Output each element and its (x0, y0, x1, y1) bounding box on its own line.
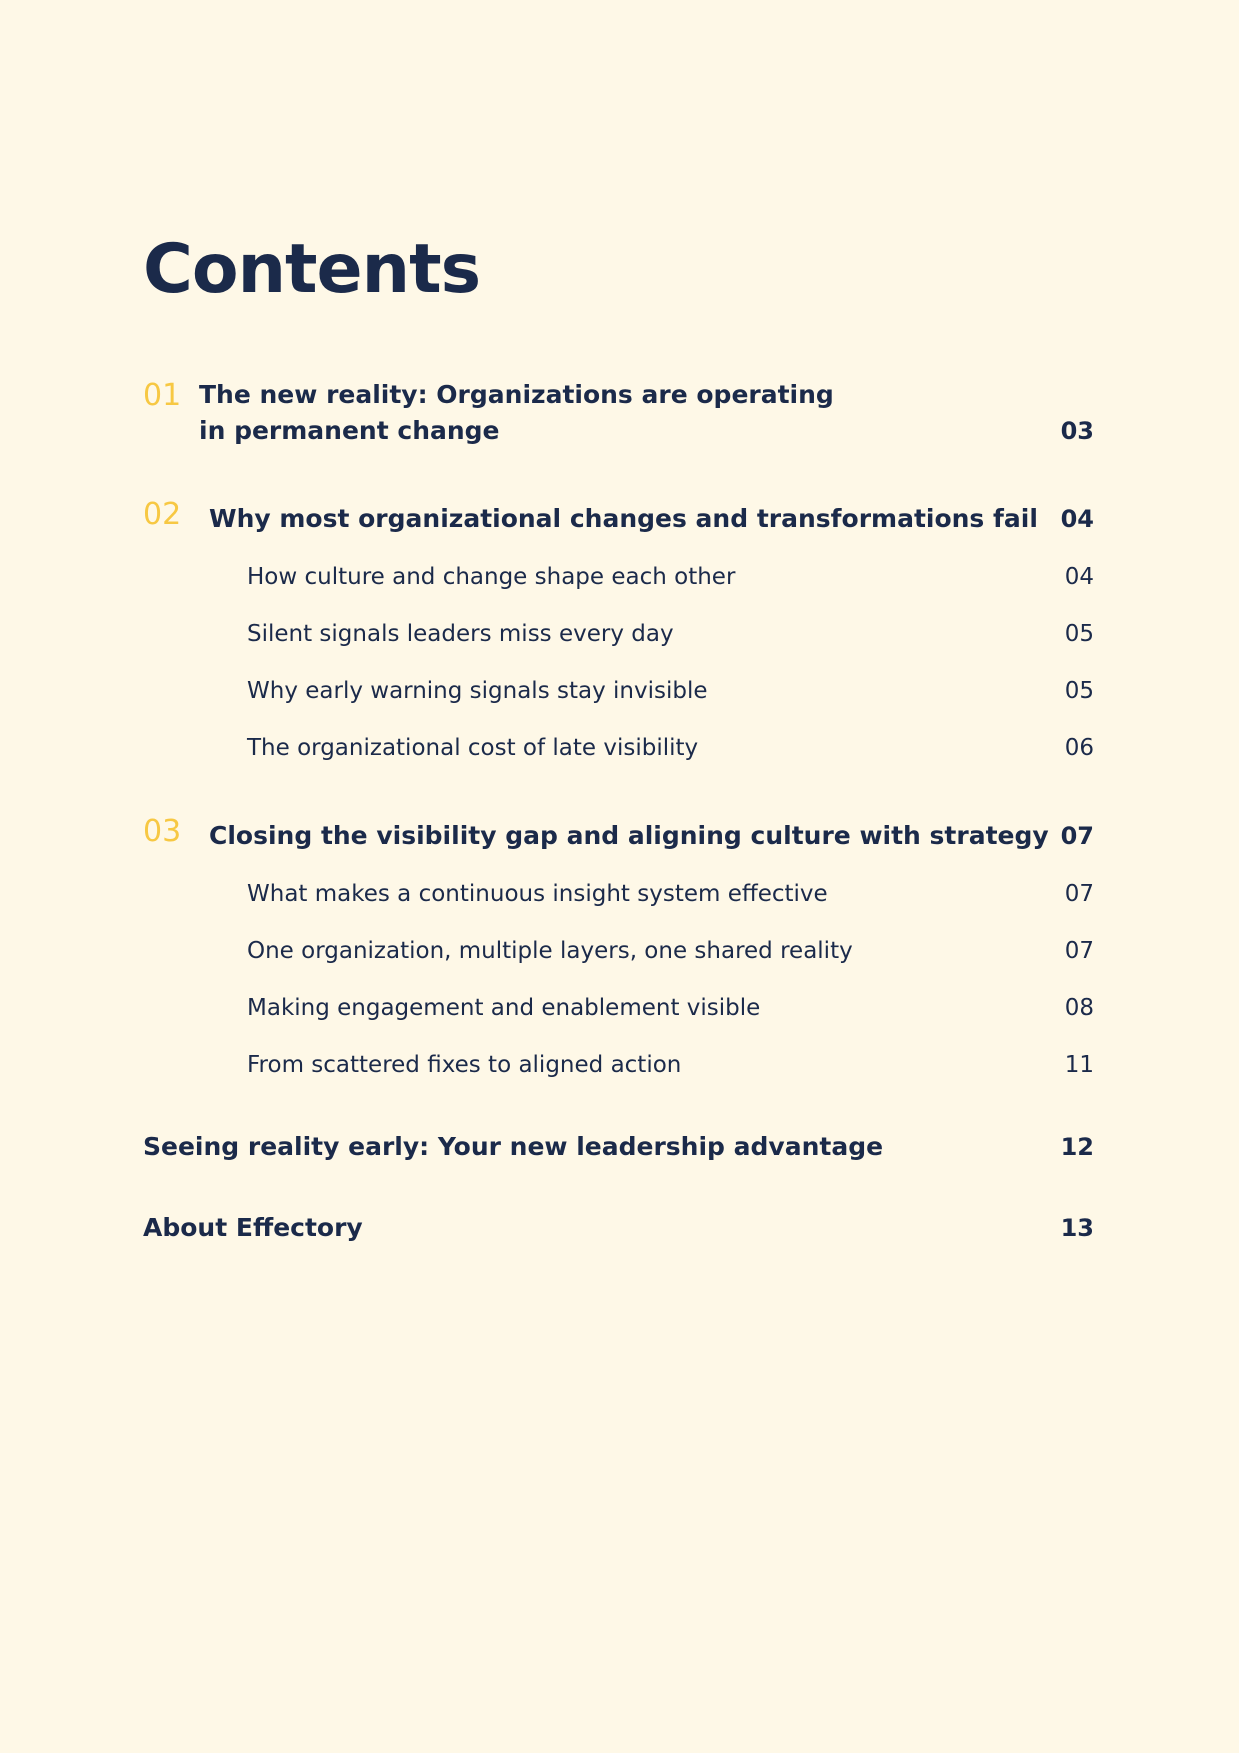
page-number: 04 (1060, 505, 1094, 533)
section-number: 01 (143, 378, 182, 413)
entry-title: Seeing reality early: Your new leadership advantage (143, 1132, 884, 1161)
section-title: Why most organizational changes and transformations fail (209, 504, 1038, 533)
section-number: 03 (143, 814, 182, 849)
subitem-title: What makes a continuous insight system effective (247, 881, 828, 907)
page-number: 13 (1060, 1214, 1094, 1242)
page-number: 06 (1064, 735, 1094, 761)
subitem-title: Why early warning signals stay invisible (247, 678, 708, 704)
page-title: Contents (143, 229, 481, 309)
page-number: 04 (1064, 564, 1094, 590)
page-number: 11 (1064, 1052, 1094, 1078)
page-number: 07 (1060, 822, 1094, 850)
subitem-title: One organization, multiple layers, one shared reality (247, 938, 853, 964)
page-number: 07 (1064, 881, 1094, 907)
section-title-line-1: The new reality: Organizations are operating (199, 380, 834, 409)
page-number: 07 (1064, 938, 1094, 964)
page-number: 12 (1060, 1133, 1094, 1161)
subitem-title: How culture and change shape each other (247, 564, 736, 590)
page-number: 05 (1064, 678, 1094, 704)
subitem-title: The organizational cost of late visibility (247, 735, 699, 761)
page-number: 05 (1064, 621, 1094, 647)
section-title-line-2: in permanent change (199, 416, 500, 445)
page-number: 03 (1060, 417, 1094, 445)
entry-title: About Effectory (143, 1213, 363, 1242)
section-number: 02 (143, 497, 182, 532)
subitem-title: From scattered fixes to aligned action (247, 1052, 682, 1078)
section-title: Closing the visibility gap and aligning culture with strategy (209, 821, 1049, 850)
subitem-title: Silent signals leaders miss every day (247, 621, 674, 647)
page-number: 08 (1064, 995, 1094, 1021)
subitem-title: Making engagement and enablement visible (247, 995, 761, 1021)
